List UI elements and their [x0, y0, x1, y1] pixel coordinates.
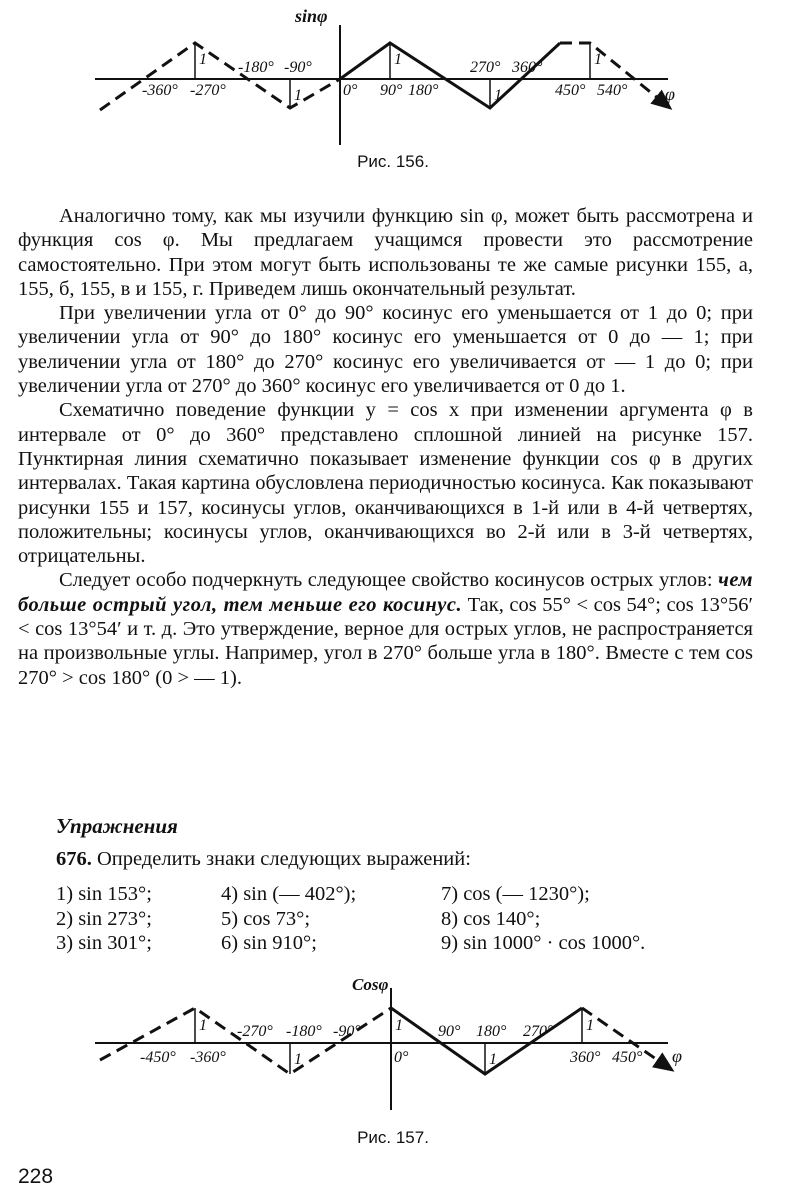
exercise-item: 3) sin 301°; — [56, 932, 152, 954]
paragraph: При увеличении угла от 0° до 90° косинус его уменьшается от 1 до 0; при увеличении угла от 90° до 180° косинус его уменьшается от 0 до — 1; при увеличении угла от 180° до 270° косинус его увеличивается от — 1 до 0; при увеличении угла от 270° до 360° косинус его увеличивается от 0 до 1. — [18, 302, 753, 398]
exercise-item: 6) sin 910°; — [221, 932, 317, 954]
amp-label: 1 — [394, 51, 402, 68]
exercise-item: 4) sin (— 402°); — [221, 883, 357, 905]
amp-label: 1 — [395, 1017, 403, 1034]
amp-label: 1 — [294, 1051, 302, 1068]
figure-caption: Рис. 157. — [357, 1128, 429, 1147]
paragraph — [18, 568, 753, 689]
x-axis-label: φ — [665, 84, 675, 104]
tick-label: 180° — [408, 82, 439, 99]
page-number: 228 — [18, 1165, 54, 1188]
amp-label: 1 — [199, 51, 207, 68]
tick-label: 450° — [612, 1049, 643, 1066]
exercise-title — [56, 848, 471, 871]
body-text — [18, 204, 753, 690]
amp-label: 1 — [199, 1017, 207, 1034]
tick-label: -450° — [140, 1049, 176, 1066]
emphasis-text: чем больше острый угол, тем меньше его косинус. — [18, 569, 753, 616]
tick-label: 360° — [570, 1049, 601, 1066]
exercise-item: 5) cos 73°; — [221, 907, 311, 930]
dashed-curve-left — [100, 43, 340, 110]
exercise-item: 8) cos 140°; — [441, 907, 541, 930]
paragraph-text: Так, cos 55° < cos 54°; cos 13°56′ < cos 13°54′ и т. д. Это утверждение, верное для острых углов, не распространяется на произвольные углы. Например, угол в 270° больше угла в 180°. Вместе с тем cos 270° > cos 180° (0 > — 1). — [18, 593, 754, 689]
tick-label: 180° — [476, 1023, 507, 1040]
tick-label: -360° — [142, 82, 178, 99]
tick-label: -270° — [237, 1023, 273, 1040]
paragraph: Аналогично тому, как мы изучили функцию sin φ, может быть рассмотрена и функция cos φ. Мы предлагаем учащимся провести это рассмотрение самостоятельно. При этом могут быть использованы те же самые рисунки 155, а, 155, б, 155, в и 155, г. Приведем лишь окончательный результат. — [18, 205, 753, 300]
exercise-prompt: Определить знаки следующих выражений: — [97, 848, 471, 870]
tick-label: -90° — [284, 59, 312, 76]
tick-label: 0° — [394, 1049, 409, 1066]
x-axis-label: φ — [672, 1046, 682, 1066]
figure-caption: Рис. 156. — [357, 152, 429, 171]
solid-curve — [391, 1008, 582, 1074]
sine-graph — [0, 0, 786, 150]
tick-label: -360° — [190, 1049, 226, 1066]
amp-label: 1 — [594, 51, 602, 68]
tick-label: -180° — [286, 1023, 322, 1040]
paragraph-text: Следует особо подчеркнуть следующее свойство косинусов острых углов: — [59, 569, 719, 592]
amp-label: 1 — [586, 1017, 594, 1034]
tick-label: 270° — [523, 1023, 554, 1040]
tick-label: -270° — [190, 82, 226, 99]
exercise-number: 676. — [56, 848, 92, 870]
tick-label: 90° — [380, 82, 403, 99]
cosine-graph — [0, 970, 786, 1120]
exercise-item: 9) sin 1000° · cos 1000°. — [441, 932, 646, 954]
exercise-item: 2) sin 273°; — [56, 907, 152, 930]
tick-label: 450° — [555, 82, 586, 99]
tick-label: -90° — [333, 1023, 361, 1040]
tick-label: 90° — [438, 1023, 461, 1040]
amp-label: 1 — [489, 1051, 497, 1068]
figure-156 — [0, 0, 786, 150]
exercise-item: 1) sin 153°; — [56, 883, 152, 905]
tick-label: 270° — [470, 59, 501, 76]
amp-label: 1 — [494, 87, 502, 104]
tick-label: 540° — [597, 82, 628, 99]
tick-label: 360° — [512, 59, 543, 76]
tick-label: -180° — [238, 59, 274, 76]
y-axis-label: Cosφ — [352, 975, 389, 994]
tick-label: 0° — [343, 82, 358, 99]
paragraph: Схематично поведение функции y = cos x при изменении аргумента φ в интервале от 0° до 360° представлено сплошной линией на рисунке 157. Пунктирная линия схематично показывает изменение функции cos φ в других интервалах. Такая картина обусловлена периодичностью косинуса. Как показывают рисунки 155 и 157, косинусы углов, оканчивающихся в 1-й или в 4-й четвертях, положительны; косинусы углов, оканчивающихся во 2-й или в 3-й четвертях, отрицательны. — [18, 399, 753, 568]
amp-label: 1 — [294, 87, 302, 104]
exercise-item: 7) cos (— 1230°); — [441, 883, 590, 905]
figure-157 — [0, 970, 786, 1120]
section-heading: Упражнения — [56, 814, 178, 838]
y-axis-label: sinφ — [295, 6, 328, 26]
